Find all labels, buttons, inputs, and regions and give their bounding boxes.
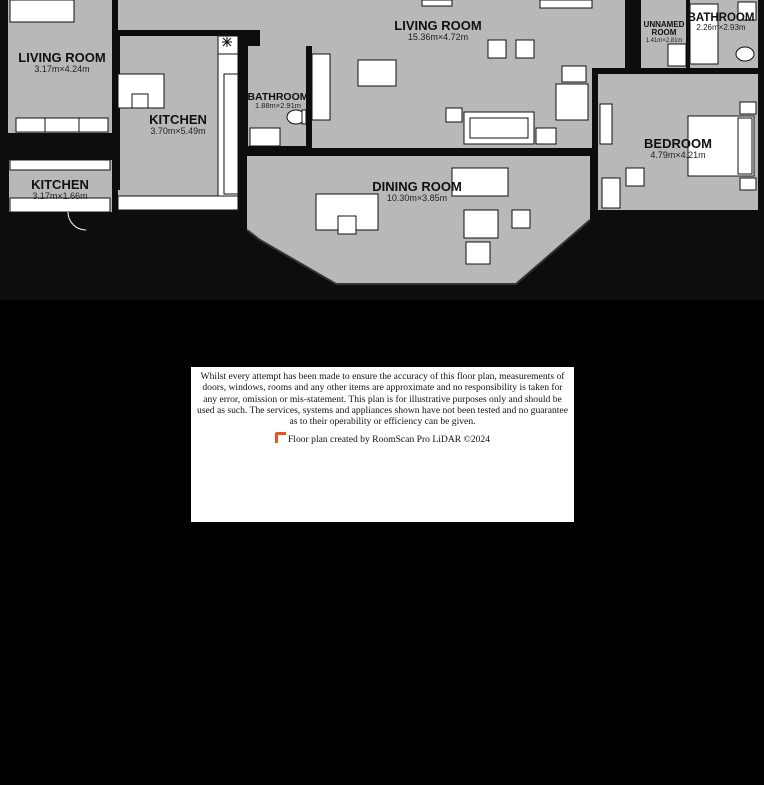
room-name-dining-room: DINING ROOM [372, 179, 462, 194]
sofa [10, 0, 74, 22]
sideboard-top [45, 118, 79, 132]
pillows [738, 118, 752, 174]
credit-text: Floor plan created by RoomScan Pro LiDAR ©2024 [287, 434, 491, 446]
armchair [488, 40, 506, 58]
fridge [218, 36, 238, 54]
room-dims-dining-room: 10.30m×3.85m [386, 193, 448, 203]
shower-tray [250, 128, 280, 146]
armchair [516, 40, 534, 58]
coffee-table [358, 60, 396, 86]
roomscan-logo-icon [275, 432, 286, 443]
floor-plan [0, 0, 764, 300]
table [464, 210, 498, 238]
room-name-kitchen-main: KITCHEN [149, 112, 207, 127]
room-dims-bedroom: 4.79m×4.21m [650, 150, 706, 160]
dresser [602, 178, 620, 208]
chair [512, 210, 530, 228]
room-dims-bathroom-right: 2.26m×2.93m [696, 23, 746, 32]
room-dims-living-room-left: 3.17m×4.24m [34, 64, 90, 74]
side-table [562, 66, 586, 82]
room-dims-unnamed-room: 1.41m×2.81m [645, 38, 683, 44]
chair [338, 216, 356, 234]
worktop-bottom [118, 196, 238, 210]
room-name-kitchen-small: KITCHEN [31, 177, 89, 192]
disclaimer-text: Whilst every attempt has been made to ensure the accuracy of this floor plan, measurements of doors, windows, rooms and any other items are approximate and no responsibility is taken for any error, omission or mis-statement. This plan is for illustrative purposes only and should be used as such. The services, systems and appliances shown have not been tested and no guarantee as to their operability or efficiency can be given. [197, 371, 568, 428]
room-dims-kitchen-main: 3.70m×5.49m [150, 126, 206, 136]
worktop-inner [224, 74, 238, 194]
room-name-unnamed-room-line2: ROOM [651, 28, 677, 37]
sofa-seat [470, 118, 528, 138]
side-table [536, 128, 556, 144]
chair [626, 168, 644, 186]
cupboard [668, 44, 686, 66]
bedside-table [740, 178, 756, 190]
wardrobe [600, 104, 612, 144]
room-dims-kitchen-small: 3.17m×1.66m [32, 191, 88, 201]
fireplace [422, 0, 452, 6]
room-name-bedroom: BEDROOM [644, 136, 712, 151]
room-dims-bathroom-small: 1.88m×2.91m [254, 101, 302, 110]
room-name-bathroom-right: BATHROOM [687, 12, 755, 24]
chair [466, 242, 490, 264]
chair [132, 94, 148, 108]
room-dims-living-room-main: 15.36m×4.72m [407, 32, 469, 42]
disclaimer-box [191, 367, 574, 522]
room-name-living-room-left: LIVING ROOM [18, 50, 106, 65]
room-name-living-room-main: LIVING ROOM [394, 18, 482, 33]
room-name-unnamed-room: UNNAMED [643, 20, 685, 29]
credit-line [197, 432, 568, 445]
toilet [736, 47, 754, 61]
cabinet [312, 54, 330, 120]
worktop [10, 160, 110, 170]
desk [540, 0, 592, 8]
side-table [446, 108, 462, 122]
snowflake-icon [222, 37, 232, 47]
toilet-cistern [302, 110, 306, 124]
armchair [556, 84, 588, 120]
bedside-table [740, 102, 756, 114]
room-name-bathroom-small: BATHROOM [247, 91, 309, 103]
